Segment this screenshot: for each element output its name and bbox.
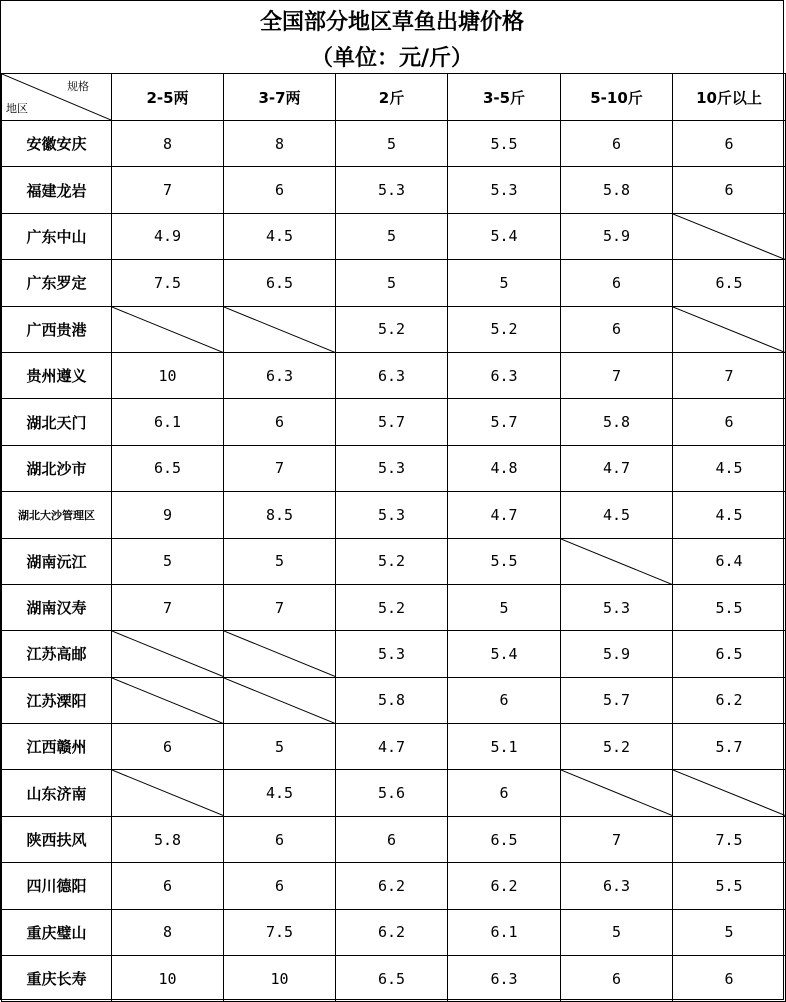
price-cell: 7 [673,352,786,398]
region-cell: 湖北天门 [2,399,112,445]
column-header: 3-7两 [224,74,336,121]
empty-cell-diagonal [112,770,223,815]
empty-cell [112,770,224,816]
price-cell: 7 [561,816,673,862]
empty-cell-diagonal [224,678,335,723]
price-cell: 5.8 [112,816,224,862]
region-cell: 江苏高邮 [2,631,112,677]
price-cell: 6 [224,399,336,445]
price-cell: 5.3 [336,631,448,677]
price-table [1,73,786,1002]
price-cell: 6.5 [448,816,561,862]
price-cell: 5.8 [336,677,448,723]
empty-cell [224,306,336,352]
price-cell: 5 [224,724,336,770]
empty-cell-diagonal [224,631,335,676]
empty-cell [224,631,336,677]
price-cell: 7 [561,352,673,398]
price-cell: 10 [224,956,336,1002]
price-cell: 6 [561,956,673,1002]
price-cell: 7 [112,167,224,213]
price-cell: 6.3 [224,352,336,398]
table-row [2,956,786,1002]
table-body [2,121,786,1002]
price-cell: 6 [448,677,561,723]
price-cell: 5.1 [448,724,561,770]
price-cell: 6 [224,167,336,213]
region-cell: 湖北大沙管理区 [2,492,112,538]
price-cell: 7.5 [224,909,336,955]
column-header: 5-10斤 [561,74,673,121]
price-cell: 6 [561,121,673,167]
price-cell: 5.7 [673,724,786,770]
price-cell: 6.2 [336,863,448,909]
price-cell: 6 [673,956,786,1002]
price-cell: 5.6 [336,770,448,816]
empty-cell [673,213,786,259]
price-cell: 5.7 [561,677,673,723]
region-cell: 湖南汉寿 [2,584,112,630]
price-cell: 6.5 [112,445,224,491]
price-cell: 5 [336,260,448,306]
table-row [2,167,786,213]
price-cell: 5 [112,538,224,584]
column-header: 2-5两 [112,74,224,121]
empty-cell-diagonal [561,539,672,584]
table-row [2,677,786,723]
price-cell: 5.3 [561,584,673,630]
price-cell: 6 [112,863,224,909]
price-cell: 7 [224,445,336,491]
empty-cell-diagonal [112,678,223,723]
empty-cell-diagonal [561,770,672,815]
region-cell: 江西赣州 [2,724,112,770]
price-cell: 8.5 [224,492,336,538]
price-cell: 4.5 [224,770,336,816]
price-cell: 5 [448,584,561,630]
empty-cell [673,306,786,352]
region-cell: 广东中山 [2,213,112,259]
price-cell: 5.5 [448,538,561,584]
table-row [2,863,786,909]
region-cell: 福建龙岩 [2,167,112,213]
price-cell: 6.3 [448,352,561,398]
price-cell: 6 [336,816,448,862]
price-cell: 5.9 [561,213,673,259]
price-cell: 7.5 [112,260,224,306]
table-row [2,538,786,584]
table-row [2,909,786,955]
empty-cell-diagonal [673,770,785,815]
empty-cell [112,306,224,352]
price-cell: 6 [561,306,673,352]
price-cell: 5 [336,213,448,259]
price-cell: 8 [224,121,336,167]
price-cell: 4.7 [561,445,673,491]
region-cell: 贵州遵义 [2,352,112,398]
page-subtitle: （单位：元/斤） [310,45,474,71]
table-row [2,260,786,306]
corner-region-label: 地区 [6,102,28,115]
region-cell: 江苏溧阳 [2,677,112,723]
price-cell: 8 [112,909,224,955]
price-cell: 4.7 [448,492,561,538]
price-cell: 7 [224,584,336,630]
table-row [2,445,786,491]
region-cell: 山东济南 [2,770,112,816]
price-cell: 6 [224,863,336,909]
region-cell: 广西贵港 [2,306,112,352]
price-cell: 5 [224,538,336,584]
price-cell: 5.7 [336,399,448,445]
price-cell: 6 [673,121,786,167]
empty-cell [224,677,336,723]
table-row [2,631,786,677]
price-cell: 6.1 [448,909,561,955]
table-row [2,492,786,538]
price-cell: 6.5 [336,956,448,1002]
price-cell: 4.5 [561,492,673,538]
price-cell: 5 [673,909,786,955]
region-cell: 陕西扶风 [2,816,112,862]
price-cell: 4.8 [448,445,561,491]
price-cell: 6.5 [224,260,336,306]
price-cell: 6 [448,770,561,816]
price-cell: 6 [673,167,786,213]
table-row [2,770,786,816]
empty-cell [112,677,224,723]
price-cell: 4.5 [673,445,786,491]
price-cell: 6.3 [561,863,673,909]
price-cell: 5 [336,121,448,167]
price-cell: 4.7 [336,724,448,770]
region-cell: 重庆璧山 [2,909,112,955]
price-cell: 6 [673,399,786,445]
region-cell: 湖北沙市 [2,445,112,491]
column-header: 10斤以上 [673,74,786,121]
price-cell: 5.2 [561,724,673,770]
price-cell: 10 [112,352,224,398]
table-row [2,399,786,445]
table-row [2,584,786,630]
header-row [2,74,786,121]
empty-cell-diagonal [673,214,785,259]
price-cell: 6 [112,724,224,770]
table-row [2,213,786,259]
price-cell: 6.2 [448,863,561,909]
region-cell: 四川德阳 [2,863,112,909]
price-cell: 5.8 [561,399,673,445]
price-cell: 5.2 [336,584,448,630]
table-row [2,816,786,862]
price-cell: 5 [448,260,561,306]
price-cell: 6.4 [673,538,786,584]
price-cell: 5.8 [561,167,673,213]
table-row [2,306,786,352]
price-cell: 5 [561,909,673,955]
price-cell: 5.5 [448,121,561,167]
price-cell: 6.3 [336,352,448,398]
price-cell: 5.3 [336,445,448,491]
price-cell: 5.5 [673,584,786,630]
empty-cell-diagonal [224,307,335,352]
price-cell: 5.5 [673,863,786,909]
price-cell: 10 [112,956,224,1002]
price-cell: 4.9 [112,213,224,259]
price-cell: 6.2 [673,677,786,723]
table-row [2,724,786,770]
price-cell: 5.4 [448,213,561,259]
empty-cell [112,631,224,677]
empty-cell [673,770,786,816]
empty-cell-diagonal [112,307,223,352]
price-cell: 6.5 [673,260,786,306]
table-row [2,121,786,167]
column-header: 2斤 [336,74,448,121]
price-cell: 8 [112,121,224,167]
price-cell: 4.5 [673,492,786,538]
empty-cell [561,770,673,816]
corner-spec-label: 规格 [67,80,89,93]
price-cell: 5.3 [336,167,448,213]
price-cell: 6.1 [112,399,224,445]
price-cell: 5.9 [561,631,673,677]
region-cell: 广东罗定 [2,260,112,306]
price-cell: 6.5 [673,631,786,677]
price-cell: 5.2 [336,306,448,352]
empty-cell-diagonal [673,307,785,352]
region-cell: 湖南沅江 [2,538,112,584]
price-cell: 6.3 [448,956,561,1002]
price-cell: 7.5 [673,816,786,862]
price-cell: 6 [224,816,336,862]
region-cell: 安徽安庆 [2,121,112,167]
price-cell: 5.2 [336,538,448,584]
empty-cell-diagonal [112,631,223,676]
corner-header-cell [2,74,112,121]
price-cell: 5.3 [336,492,448,538]
price-cell: 5.7 [448,399,561,445]
price-cell: 5.3 [448,167,561,213]
price-cell: 6.2 [336,909,448,955]
column-header: 3-5斤 [448,74,561,121]
region-cell: 重庆长寿 [2,956,112,1002]
title-block [1,1,783,73]
price-cell: 5.2 [448,306,561,352]
table-row [2,352,786,398]
empty-cell [561,538,673,584]
price-cell: 9 [112,492,224,538]
page-title: 全国部分地区草鱼出塘价格 [259,9,524,35]
price-cell: 6 [561,260,673,306]
price-cell: 5.4 [448,631,561,677]
price-cell: 4.5 [224,213,336,259]
price-cell: 7 [112,584,224,630]
